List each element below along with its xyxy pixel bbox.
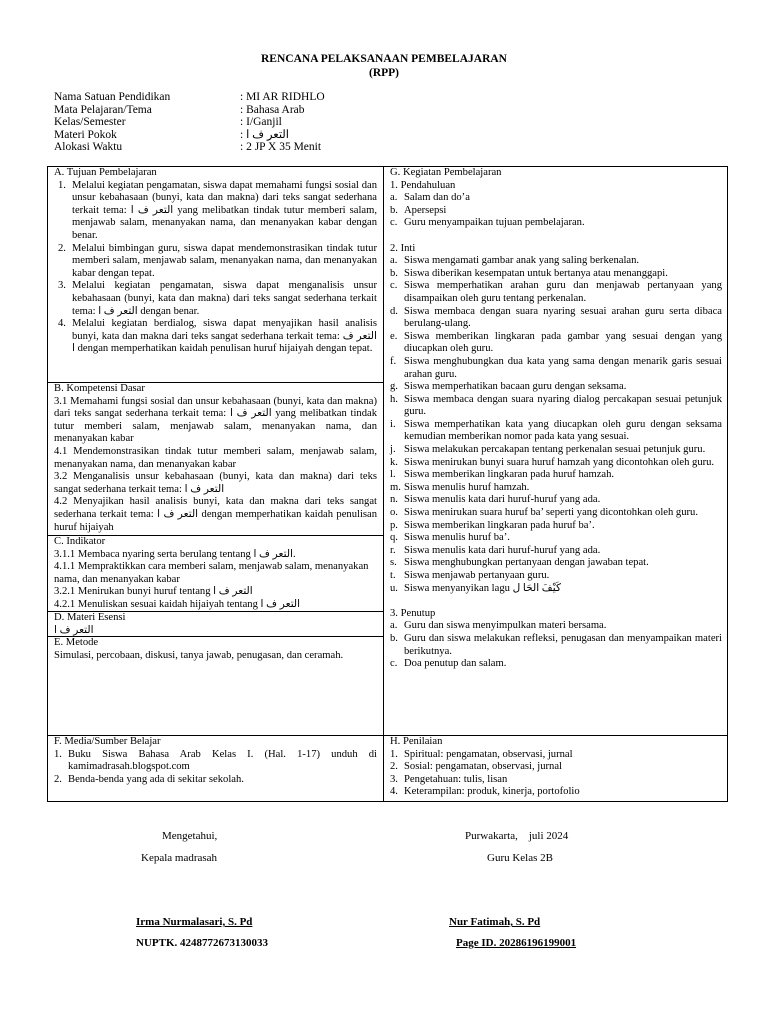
item-text: Pengetahuan: tulis, lisan [404,773,508,785]
list-item [390,749,722,762]
item-text: Melalui kegiatan pengamatan, siswa dapat menganalisis unsur kebahasaan (bunyi, kata dan makna) dari teks sangat sederhana terkait tema: التعر ف ا dengan benar. [72,280,377,317]
subsection-heading: 2. Inti [390,242,416,254]
sign-right-name: Nur Fatimah, S. Pd [449,916,541,928]
identity-value: : 2 JP X 35 Menit [240,141,322,154]
item-number: 4. [390,786,398,798]
indikator-item: 3.1.1 Membaca nyaring serta berulang tentang التعر ف ا. [54,548,296,560]
list-item [390,482,722,495]
item-text: Siswa membaca dengan suara nyaring sesuai arahan guru serta dibaca berulang-ulang. [404,305,722,330]
identity-label: Nama Satuan Pendidikan [54,91,171,103]
list-item [390,217,722,230]
item-letter: b. [390,204,398,216]
item-text: Benda-benda yang ada di sekitar sekolah. [68,773,244,785]
section-indikator [48,536,383,611]
item-text: Siswa menirukan bunyi suara huruf hamzah yang dicontohkan oleh guru. [404,456,715,468]
identity-value: : I/Ganjil [240,116,282,129]
item-text: Siswa memberikan lingkaran pada huruf hamzah. [404,469,615,481]
section-tujuan [48,167,383,382]
list-item [54,243,377,281]
list-item [390,507,722,520]
list-item [390,786,722,799]
item-letter: b. [390,267,398,279]
item-letter: a. [390,255,398,267]
item-text: Siswa memberikan lingkaran pada gambar yang sesuai dengan yang diucapkan oleh guru. [404,330,722,355]
item-text: Siswa menghubungkan pertanyaan dengan jawaban tepat. [404,557,649,569]
kd-item: 4.1 Mendemonstrasikan tindak tutur memberi salam, menjawab salam, menanyakan nama, dan menanyakan kabar [54,445,377,470]
identity-row [54,129,325,142]
item-letter: r. [390,544,396,556]
item-letter: l. [390,469,396,481]
list-item [54,318,377,356]
item-text: Siswa diberikan kesempatan untuk bertanya atau menanggapi. [404,267,668,279]
identity-label: Materi Pokok [54,128,117,141]
item-number: 1. [54,748,62,760]
item-text: Siswa menghubungkan dua kata yang sama dengan menarik garis sesuai arahan guru. [404,355,722,380]
item-number: 2. [390,761,398,773]
item-text: Siswa memperhatikan bacaan guru dengan seksama. [404,381,627,393]
spacer [390,230,722,243]
item-text: Siswa menulis huruf ba’. [404,532,510,544]
section-heading: G. Kegiatan Pembelajaran [390,167,502,178]
identity-label: Alokasi Waktu [54,141,123,154]
list-item [390,570,722,583]
section-heading: A. Tujuan Pembelajaran [54,167,157,178]
list-item [390,356,722,381]
item-text: Siswa menirukan suara huruf ba’ seperti yang dicontohkan oleh guru. [404,507,698,519]
item-letter: s. [390,557,397,569]
item-text: Siswa memberikan lingkaran pada huruf ba’. [404,519,595,531]
identity-row [54,91,325,104]
item-number: 1. [390,748,398,760]
item-text: Guru dan siswa menyimpulkan materi bersama. [404,620,607,632]
section-media [48,736,383,802]
document-title [0,52,768,80]
section-materi-esensi [48,612,383,636]
section-kegiatan [384,167,728,735]
list-item [390,331,722,356]
sign-left-top: Mengetahui, [162,830,218,842]
identity-row [54,116,325,129]
list-item [54,180,377,243]
item-letter: g. [390,381,398,393]
sign-right-role: Guru Kelas 2B [487,852,553,864]
title-line: RENCANA PELAKSANAAN PEMBELAJARAN [261,53,507,65]
materi-text: التعر ف ا [54,624,94,636]
section-metode [48,637,383,735]
identity-block [54,91,325,154]
item-text: Melalui bimbingan guru, siswa dapat mendemonstrasikan tindak tutur memberi salam, menjawab salam, menanyakan nama, dan menanyakan kabar dengan tepat. [72,242,377,279]
list-item [390,205,722,218]
item-text: Apersepsi [404,204,447,216]
kd-item: 4.2 Menyajikan hasil analisis bunyi, kata dan makna dari teks sangat sederhana terkait tema: التعر ف ا dengan memperhatikan kaidah penulisan huruf hijaiyah [54,496,378,533]
list-item [390,457,722,470]
item-letter: a. [390,620,398,632]
item-letter: q. [390,532,398,544]
list-item [390,394,722,419]
list-item [390,761,722,774]
subsection-heading: 3. Penutup [390,607,436,619]
item-text: Sosial: pengamatan, observasi, jurnal [404,761,562,773]
item-number: 2. [54,773,62,785]
item-text: Siswa memperhatikan kata yang diucapkan oleh guru dengan seksama kemudian memberikan nomor pada kata yang sesuai. [404,418,722,443]
item-letter: k. [390,456,398,468]
item-text: Siswa membaca dengan suara nyaring dialog percakapan sesuai petunjuk guru. [404,393,722,418]
subtitle-line: (RPP) [368,67,399,79]
item-letter: m. [390,481,401,493]
list-item [390,583,722,596]
item-text: Siswa mengamati gambar anak yang saling berkenalan. [404,255,640,267]
item-letter: e. [390,330,398,342]
list-item [390,774,722,787]
kd-item: 3.2 Menganalisis unsur kebahasaan (bunyi, kata dan makna) dari teks sangat sederhana terkait tema: التعر ف ا [54,471,377,495]
sign-right-top: Purwakarta, juli 2024 [465,830,569,842]
item-letter: b. [390,632,398,644]
item-number: 4. [58,318,66,330]
item-letter: h. [390,393,398,405]
item-text: Siswa melakukan percakapan tentang perkenalan sesuai petunjuk guru. [404,444,706,456]
list-item [390,494,722,507]
list-item [390,469,722,482]
identity-value: : Bahasa Arab [240,103,305,116]
spacer [390,595,722,608]
section-heading: D. Materi Esensi [54,612,126,623]
sign-left-id: NUPTK. 4248772673130033 [136,937,268,949]
item-text: Siswa menulis kata dari huruf-huruf yang ada. [404,494,601,506]
item-letter: p. [390,519,398,531]
list-item [390,658,722,671]
identity-value: : MI AR RIDHLO [240,91,325,103]
item-text: Siswa memperhatikan arahan guru dan menjawab pertanyaan yang disampaikan oleh guru tentang perkenalan. [404,280,722,304]
kd-item: 3.1 Memahami fungsi sosial dan unsur kebahasaan (bunyi, kata dan makna) dari teks sangat sederhana terkait tema: التعر ف ا yang melibatkan tindak tutur memberi salam, menjawab salam, menanyakan nama, dan menanyakan kabar [54,395,377,445]
list-item [390,268,722,281]
list-item [390,557,722,570]
item-letter: o. [390,507,398,519]
item-letter: u. [390,582,398,594]
item-letter: c. [390,658,398,670]
item-text: Guru dan siswa melakukan refleksi, penugasan dan menyampaikan materi berikutnya. [404,632,722,657]
subsection-heading: 1. Pendahuluan [390,179,456,191]
section-heading: C. Indikator [54,536,106,547]
item-letter: c. [390,280,398,292]
item-text: Melalui kegiatan pengamatan, siswa dapat memahami fungsi sosial dan unsur kebahasaan (bunyi, kata dan makna) dari teks sangat sederhana terkait tema: التعر ف ا yang melibatkan tindak tutur memberi salam, menjawab salam, menanyakan nama, dan menanyakan kabar dengan benar. [72,179,377,241]
identity-row [54,104,325,117]
item-text: Siswa menulis huruf hamzah. [404,481,530,493]
list-item [390,306,722,331]
item-text: Keterampilan: produk, kinerja, portofolio [404,786,580,798]
sign-left-name: Irma Nurmalasari, S. Pd [136,916,253,928]
item-text: Melalui kegiatan berdialog, siswa dapat menyajikan hasil analisis bunyi, kata dan makna dari teks sangat sederhana terkait tema: التعر ف ا dengan memperhatikan kaidah penulisan huruf hijaiyah dengan tepat. [72,318,377,355]
item-letter: n. [390,494,398,506]
sign-left-role: Kepala madrasah [141,852,218,864]
item-text: Guru menyampaikan tujuan pembelajaran. [404,217,585,229]
list-item [54,774,377,787]
section-heading: F. Media/Sumber Belajar [54,736,161,747]
indikator-item: 3.2.1 Menirukan bunyi huruf tentang التعر ف ا [54,586,253,598]
item-letter: d. [390,305,398,317]
list-item [54,280,377,318]
indikator-item: 4.2.1 Menuliskan sesuai kaidah hijaiyah tentang التعر ف ا [54,598,301,610]
list-item [390,419,722,444]
item-letter: f. [390,355,397,367]
item-text: Siswa menyanyikan lagu كَيْفَ الحَا ل [404,582,562,594]
inti-list [390,255,722,595]
identity-value: : التعر ف ا [240,128,290,141]
list-item [390,532,722,545]
item-letter: j. [390,444,396,456]
identity-label: Kelas/Semester [54,116,126,129]
list-item [390,255,722,268]
list-item [390,520,722,533]
list-item [390,192,722,205]
section-penilaian [384,736,728,802]
item-letter: a. [390,192,398,204]
item-text: Buku Siswa Bahasa Arab Kelas I. (Hal. 1-17) unduh di kamimadrasah.blogspot.com [68,748,377,773]
list-item [390,620,722,633]
list-item [390,633,722,658]
list-item [390,280,722,305]
list-item [54,749,377,774]
item-number: 3. [58,280,66,292]
item-number: 2. [58,242,66,254]
section-heading: B. Kompetensi Dasar [54,383,145,394]
item-number: 1. [58,179,66,191]
section-heading: H. Penilaian [390,736,443,747]
item-letter: t. [390,570,396,581]
item-letter: c. [390,217,398,229]
list-item [390,545,722,558]
section-heading: E. Metode [54,637,99,648]
item-letter: i. [390,418,396,430]
indikator-item: 4.1.1 Mempraktikkan cara memberi salam, menjawab salam, menanyakan nama, dan menanyakan kabar [54,561,369,585]
list-item [390,381,722,394]
item-text: Siswa menulis kata dari huruf-huruf yang ada. [404,544,601,556]
item-text: Spiritual: pengamatan, observasi, jurnal [404,748,573,760]
item-number: 3. [390,773,398,785]
item-text: Siswa menjawab pertanyaan guru. [404,570,550,581]
identity-row [54,141,325,154]
item-text: Salam dan do’a [404,192,470,204]
metode-text: Simulasi, percobaan, diskusi, tanya jawab, penugasan, dan ceramah. [54,649,344,661]
sign-right-id: Page ID. 20286196199001 [456,937,577,949]
list-item [390,444,722,457]
identity-label: Mata Pelajaran/Tema [54,103,152,116]
section-kompetensi-dasar [48,383,383,535]
item-text: Doa penutup dan salam. [404,658,507,670]
